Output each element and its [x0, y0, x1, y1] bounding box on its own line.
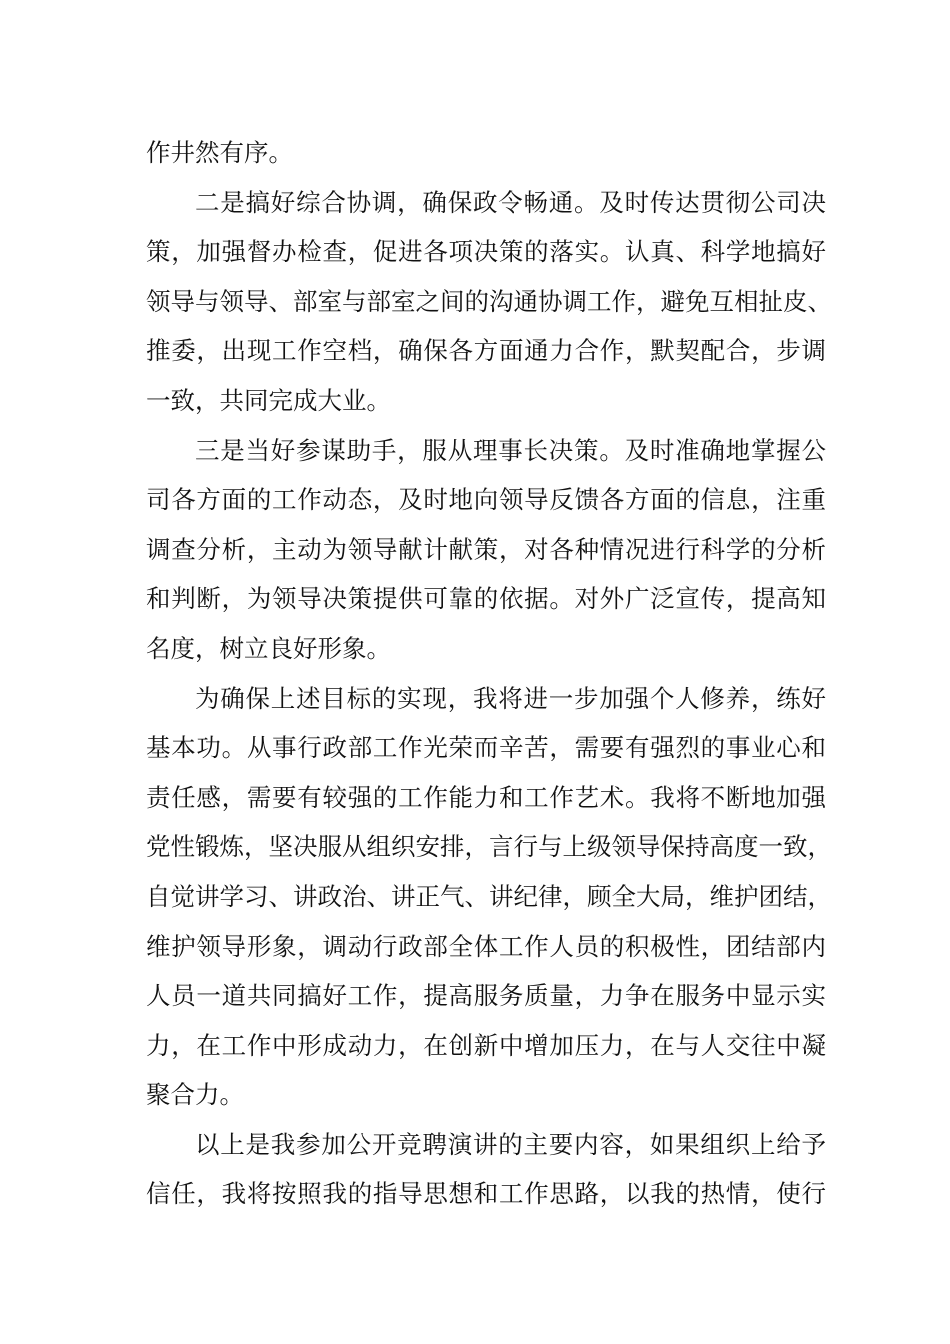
text-line: 策，加强督办检查，促进各项决策的落实。认真、科学地搞好 [146, 237, 826, 267]
text-line: 力，在工作中形成动力，在创新中增加压力，在与人交往中凝 [146, 1030, 826, 1060]
text-line: 信任，我将按照我的指导思想和工作思路，以我的热情，使行 [146, 1179, 826, 1209]
text-line: 司各方面的工作动态，及时地向领导反馈各方面的信息，注重 [146, 485, 826, 515]
text-line: 聚合力。 [146, 1080, 244, 1110]
text-line: 调查分析，主动为领导献计献策，对各种情况进行科学的分析 [146, 534, 826, 564]
text-line: 以上是我参加公开竞聘演讲的主要内容，如果组织上给予 [195, 1129, 826, 1159]
text-line: 推委，出现工作空档，确保各方面通力合作，默契配合，步调 [146, 336, 826, 366]
text-line: 维护领导形象，调动行政部全体工作人员的积极性，团结部内 [146, 931, 826, 961]
text-line: 和判断，为领导决策提供可靠的依据。对外广泛宣传，提高知 [146, 584, 826, 614]
text-line: 人员一道共同搞好工作，提高服务质量，力争在服务中显示实 [146, 981, 826, 1011]
text-line: 作井然有序。 [146, 138, 293, 167]
text-line: 党性锻炼，坚决服从组织安排，言行与上级领导保持高度一致， [146, 832, 832, 862]
text-line: 责任感，需要有较强的工作能力和工作艺术。我将不断地加强 [146, 782, 826, 812]
text-line: 基本功。从事行政部工作光荣而辛苦，需要有强烈的事业心和 [146, 733, 826, 763]
text-line: 三是当好参谋助手，服从理事长决策。及时准确地掌握公 [195, 435, 826, 465]
text-line: 领导与领导、部室与部室之间的沟通协调工作，避免互相扯皮、 [146, 286, 832, 316]
text-line: 一致，共同完成大业。 [146, 385, 391, 415]
text-line: 自觉讲学习、讲政治、讲正气、讲纪律，顾全大局，维护团结， [146, 881, 832, 911]
body-text [146, 128, 832, 1219]
text-line: 为确保上述目标的实现，我将进一步加强个人修养，练好 [195, 683, 826, 713]
text-line: 二是搞好综合协调，确保政令畅通。及时传达贯彻公司决 [195, 187, 826, 217]
text-line: 名度，树立良好形象。 [146, 633, 391, 663]
